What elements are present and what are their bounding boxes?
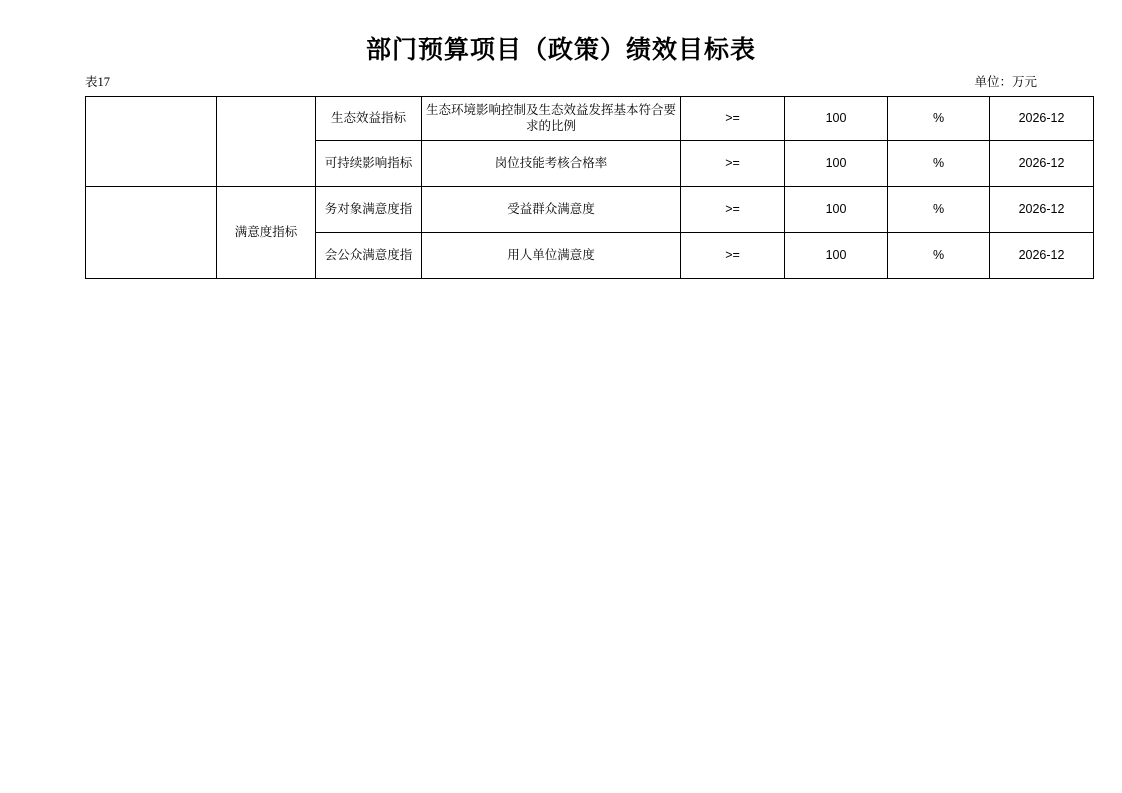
operator-cell: >= (681, 187, 785, 233)
operator-cell: >= (681, 141, 785, 187)
table-row (86, 187, 1094, 233)
meta-row (85, 72, 1037, 90)
row-blank-cell (86, 97, 217, 187)
indicator-name-cell: 岗位技能考核合格率 (422, 141, 681, 187)
row-blank-cell (86, 187, 217, 279)
unit-note-label: 单位：万元 (974, 75, 1037, 89)
value-cell: 100 (785, 187, 888, 233)
date-cell: 2026-12 (990, 141, 1094, 187)
sub-indicator-cell: 可持续影响指标 (316, 141, 422, 187)
sub-indicator-cell: 务对象满意度指 (316, 187, 422, 233)
category-cell: 满意度指标 (217, 187, 316, 279)
operator-cell: >= (681, 233, 785, 279)
unit-cell: % (888, 97, 990, 141)
unit-cell: % (888, 141, 990, 187)
page-title: 部门预算项目（政策）绩效目标表 (365, 37, 756, 64)
sub-indicator-cell: 生态效益指标 (316, 97, 422, 141)
unit-cell: % (888, 233, 990, 279)
performance-target-table (85, 96, 1094, 279)
table-row (86, 97, 1094, 141)
category-cell (217, 97, 316, 187)
operator-cell: >= (681, 97, 785, 141)
value-cell: 100 (785, 233, 888, 279)
indicator-name-cell: 受益群众满意度 (422, 187, 681, 233)
sub-indicator-cell: 会公众满意度指 (316, 233, 422, 279)
value-cell: 100 (785, 141, 888, 187)
value-cell: 100 (785, 97, 888, 141)
unit-cell: % (888, 187, 990, 233)
indicator-name-cell: 生态环境影响控制及生态效益发挥基本符合要求的比例 (422, 97, 681, 141)
date-cell: 2026-12 (990, 233, 1094, 279)
date-cell: 2026-12 (990, 97, 1094, 141)
table-number-label: 表17 (85, 75, 111, 89)
date-cell: 2026-12 (990, 187, 1094, 233)
indicator-name-cell: 用人单位满意度 (422, 233, 681, 279)
